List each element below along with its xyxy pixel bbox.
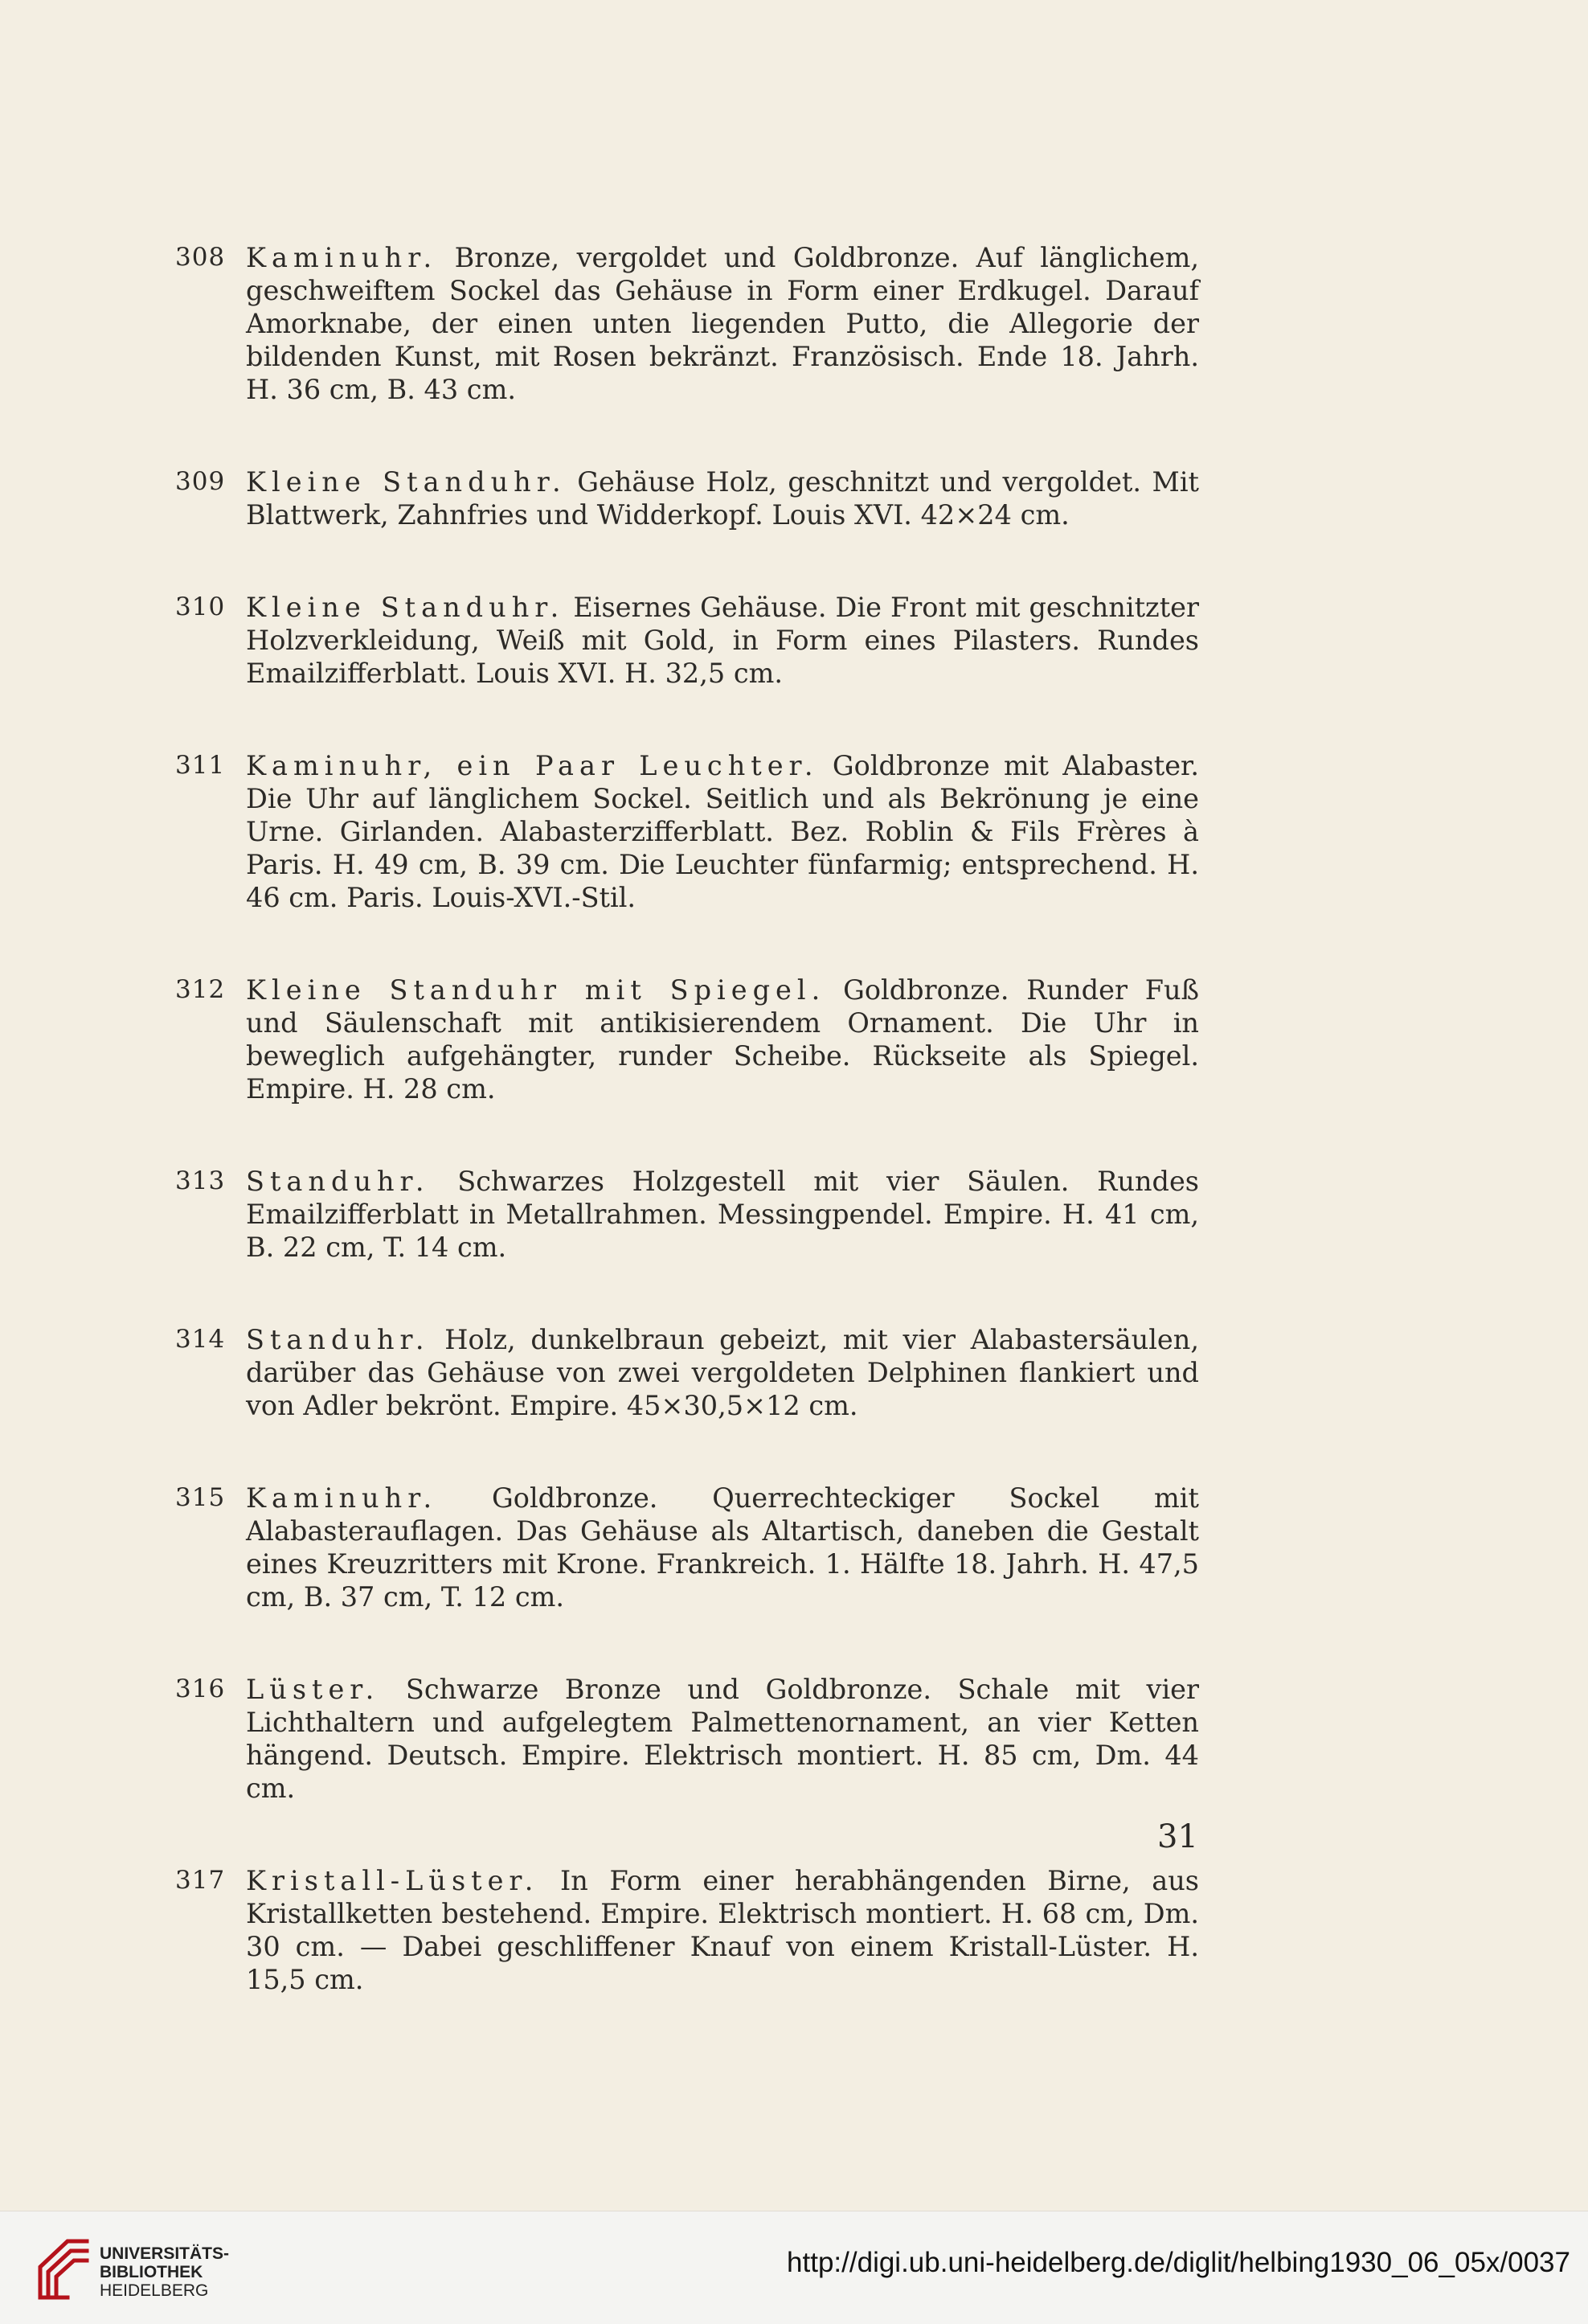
entry-description: Goldbronze mit Alabaster. Die Uhr auf länglichem Sockel. Seitlich und als Bekrönung je eine Urne. Girlanden. Alabasterzifferblatt. Bez. Roblin & Fils Frères à Paris. H. 49 cm, B. 39 cm. Die Leuchter fünfarmig; entsprechend. H. 46 cm. Paris. Louis-XVI.-Stil. (246, 750, 1200, 913)
entry-description: Holz, dunkelbraun gebeizt, mit vier Alabastersäulen, darüber das Gehäuse von zwei vergoldeten Delphinen flankiert und von Adler bekrönt. Empire. 45×30,5×12 cm. (246, 1324, 1199, 1421)
entry-number: 312 (175, 975, 226, 1004)
entry-number: 311 (175, 751, 226, 780)
entry-body (246, 591, 1199, 690)
source-url-link[interactable]: http://digi.ub.uni-heidelberg.de/diglit/helbing1930_06_05x/0037 (787, 2247, 1570, 2278)
catalog-entries (175, 241, 1200, 2056)
entry-title: Kleine Standuhr mit Spiegel. (246, 974, 826, 1006)
entry-description: Schwarze Bronze und Goldbronze. Schale mit vier Lichthaltern und aufgelegtem Palmettenornament, an vier Ketten hängend. Deutsch. Empire. Elektrisch montiert. H. 85 cm, Dm. 44 cm. (246, 1674, 1199, 1804)
entry-description: Gehäuse Holz, geschnitzt und vergoldet. Mit Blattwerk, Zahnfries und Widderkopf. Louis XVI. 42×24 cm. (246, 466, 1199, 531)
entry-number: 309 (175, 467, 226, 496)
entry-body (246, 1482, 1199, 1613)
entry-description: Goldbronze. Querrechteckiger Sockel mit Alabasterauflagen. Das Gehäuse als Altartisch, daneben die Gestalt eines Kreuzritters mit Krone. Frankreich. 1. Hälfte 18. Jahrh. H. 47,5 cm, B. 37 cm, T. 12 cm. (246, 1482, 1199, 1613)
entry-title: Kaminuhr. (246, 242, 438, 273)
logo-line-2: BIBLIOTHEK (100, 2263, 203, 2281)
entry-title: Standuhr. (246, 1324, 430, 1355)
catalog-entry (175, 1673, 1199, 1805)
entry-number: 317 (175, 1866, 226, 1895)
catalog-entry (175, 1165, 1199, 1264)
entry-body (246, 749, 1199, 914)
catalog-entry (175, 241, 1199, 406)
entry-title: Lüster. (246, 1674, 380, 1705)
catalog-entry (175, 973, 1199, 1105)
catalog-entry (175, 591, 1199, 690)
catalog-entry (175, 1864, 1199, 1996)
entry-body (246, 1323, 1199, 1422)
entry-body (246, 1165, 1199, 1264)
entry-number: 308 (175, 243, 226, 272)
entry-number: 316 (175, 1674, 226, 1703)
entry-number: 314 (175, 1325, 226, 1354)
entry-description: Bronze, vergoldet und Goldbronze. Auf länglichem, geschweiftem Sockel das Gehäuse in Form einer Erdkugel. Darauf Amorknabe, der einen unten liegenden Putto, die Allegorie der bildenden Kunst, mit Rosen bekränzt. Französisch. Ende 18. Jahrh. H. 36 cm, B. 43 cm. (246, 242, 1199, 405)
entry-number: 313 (175, 1166, 226, 1195)
logo-line-1: UNIVERSITÄTS- (100, 2244, 230, 2263)
entry-title: Kleine Standuhr. (246, 466, 567, 498)
entry-title: Kaminuhr, ein Paar Leuchter. (246, 750, 819, 781)
entry-number: 315 (175, 1483, 226, 1512)
entry-description: Eisernes Gehäuse. Die Front mit geschnitzter Holzverkleidung, Weiß mit Gold, in Form eines Pilasters. Rundes Emailzifferblatt. Louis XVI. H. 32,5 cm. (246, 592, 1199, 689)
catalog-entry (175, 465, 1199, 531)
catalog-entry (175, 1482, 1199, 1613)
page-number: 31 (1157, 1818, 1198, 1855)
entry-body (246, 241, 1199, 406)
catalog-entry (175, 1323, 1199, 1422)
entry-body (246, 1864, 1199, 1996)
entry-description: Schwarzes Holzgestell mit vier Säulen. Rundes Emailzifferblatt in Metallrahmen. Messingpendel. Empire. H. 41 cm, B. 22 cm, T. 14 cm. (246, 1166, 1199, 1263)
entry-body (246, 465, 1199, 531)
entry-number: 310 (175, 592, 226, 621)
entry-title: Kristall-Lüster. (246, 1865, 539, 1896)
entry-title: Kaminuhr. (246, 1482, 438, 1514)
entry-body (246, 1673, 1199, 1805)
catalog-entry (175, 749, 1200, 914)
entry-body (246, 973, 1199, 1105)
library-logo-icon (35, 2235, 92, 2302)
entry-description: In Form einer herabhängenden Birne, aus Kristallketten bestehend. Empire. Elektrisch montiert. H. 68 cm, Dm. 30 cm. — Dabei geschliffener Knauf von einem Kristall-Lüster. H. 15,5 cm. (246, 1865, 1199, 1995)
entry-title: Standuhr. (246, 1166, 430, 1197)
logo-line-3: HEIDELBERG (100, 2281, 209, 2300)
entry-description: Goldbronze. Runder Fuß und Säulenschaft mit antikisierendem Ornament. Die Uhr in beweglich aufgehängter, runder Scheibe. Rückseite als Spiegel. Empire. H. 28 cm. (246, 974, 1199, 1105)
library-logo-text (100, 2244, 229, 2300)
entry-title: Kleine Standuhr. (246, 592, 565, 623)
